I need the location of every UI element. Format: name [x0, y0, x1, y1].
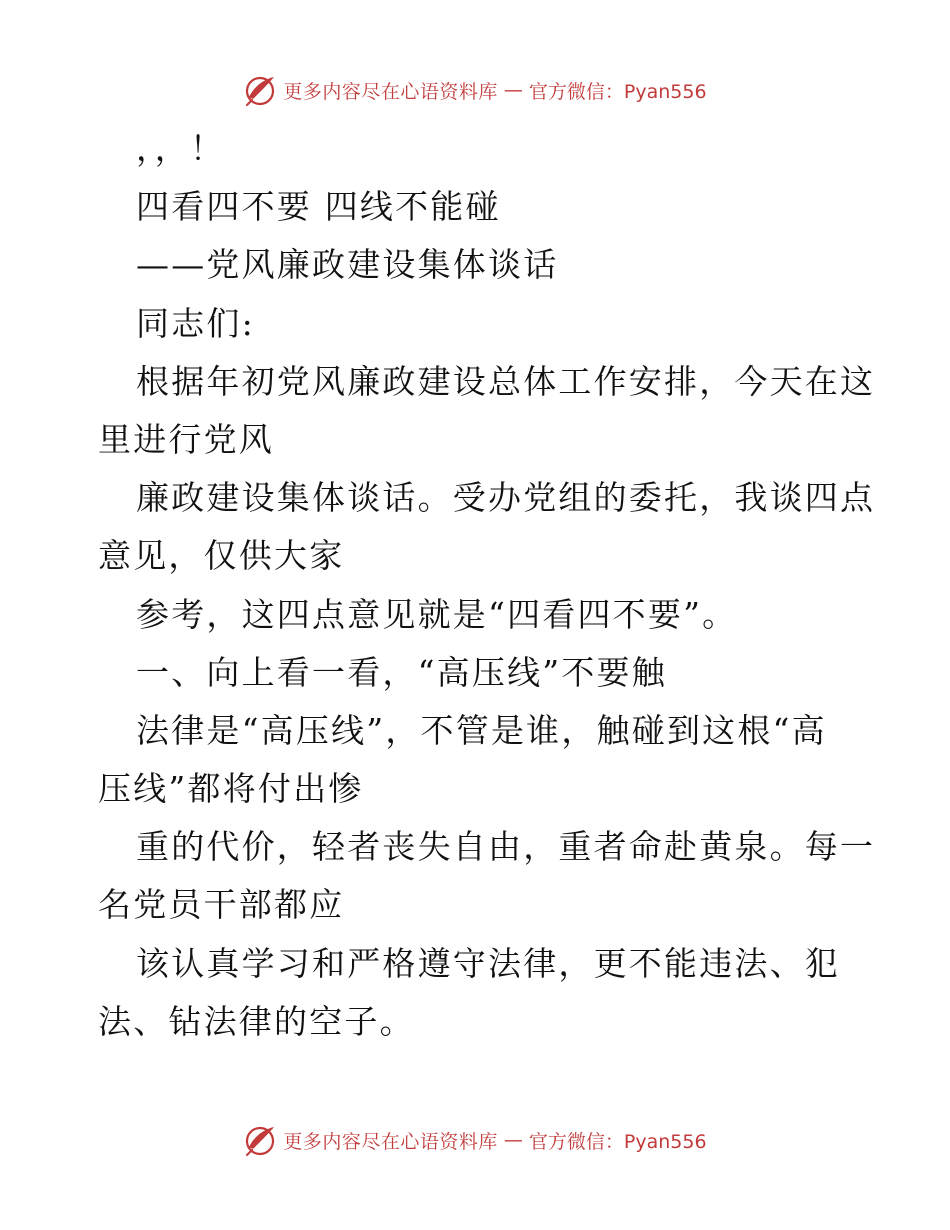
- text-line: 名党员干部都应: [98, 885, 345, 925]
- text-line: 意见，仅供大家: [98, 536, 345, 576]
- red-quill-logo-icon: [243, 73, 277, 107]
- text-line: 里进行党风: [98, 419, 274, 459]
- banner-separator: —: [503, 79, 523, 101]
- text-line: 法、钻法律的空子。: [98, 1001, 415, 1041]
- banner-wechat: 官方微信：Pyan556: [528, 1130, 707, 1153]
- text-line: ，，！: [136, 129, 226, 168]
- banner-separator: —: [503, 1129, 523, 1151]
- text-line: 该认真学习和严格遵守法律，更不能违法、犯: [136, 943, 840, 983]
- text-line: 法律是“高压线”，不管是谁，触碰到这根“高: [136, 710, 827, 750]
- banner-wechat: 官方微信：Pyan556: [528, 80, 707, 103]
- header-watermark-banner: [0, 70, 950, 110]
- document-title: 四看四不要 四线不能碰: [136, 187, 501, 227]
- text-line: 根据年初党风廉政建设总体工作安排，今天在这: [136, 361, 876, 401]
- salutation: 同志们:: [136, 303, 255, 343]
- section-heading: 一、向上看一看，“高压线”不要触: [136, 652, 667, 692]
- document-body: [98, 120, 876, 1051]
- text-line: 压线”都将付出惨: [98, 769, 364, 809]
- text-line: 重的代价，轻者丧失自由，重者命赴黄泉。每一: [136, 827, 876, 867]
- text-line: 参考，这四点意见就是“四看四不要”。: [136, 594, 738, 634]
- text-line: 廉政建设集体谈话。受办党组的委托，我谈四点: [136, 478, 876, 518]
- banner-text: 更多内容尽在心语资料库: [283, 80, 498, 103]
- document-subtitle: ——党风廉政建设集体谈话: [136, 245, 559, 285]
- red-quill-logo-icon: [243, 1123, 277, 1157]
- footer-watermark-banner: [0, 1120, 950, 1160]
- banner-text: 更多内容尽在心语资料库: [283, 1130, 498, 1153]
